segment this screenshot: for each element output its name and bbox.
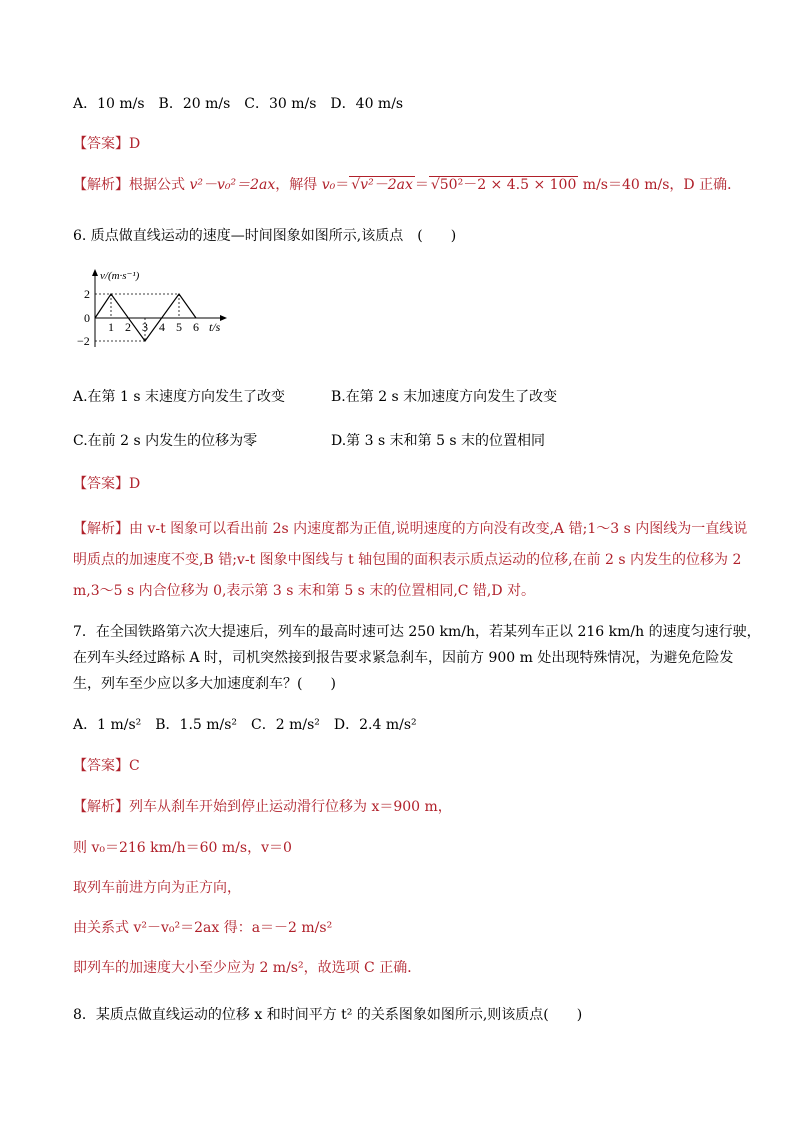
answer-tag: 【答案】 <box>73 136 129 152</box>
y-axis-arrow <box>92 269 98 276</box>
y-axis-label: v/(m·s⁻¹) <box>100 270 140 282</box>
x-tick-4: 4 <box>159 320 165 334</box>
formula: v²－v₀²＝2ax <box>189 177 276 193</box>
x-tick-5: 5 <box>176 320 182 334</box>
sqrt-expression-1: √v²－2ax <box>351 177 413 193</box>
sqrt-expression-2: √50²－2 × 4.5 × 100 <box>430 177 577 193</box>
x-tick-6: 6 <box>193 320 199 334</box>
radicand-2: 50²－2 × 4.5 × 100 <box>439 177 577 193</box>
equals: ＝ <box>335 177 350 193</box>
q5-options: A．10 m/s B．20 m/s C．30 m/s D．40 m/s <box>73 96 404 112</box>
q7-stem-line-3: 生，列车至少应以多大加速度刹车？( ) <box>73 676 336 692</box>
analysis-tag: 【解析】 <box>73 521 129 537</box>
answer-tag: 【答案】 <box>73 476 129 492</box>
radicand-1: v²－2ax <box>360 177 413 193</box>
x-tick-2: 2 <box>125 320 131 334</box>
q7-analysis-line-2: 则 v₀＝216 km/h＝60 m/s，v＝0 <box>73 840 292 856</box>
v0-symbol: v₀ <box>321 177 336 193</box>
x-axis-arrow <box>220 315 227 321</box>
q6-option-b: B.在第 2 s 末加速度方向发生了改变 <box>331 389 558 405</box>
answer-value: D <box>129 136 141 152</box>
q7-analysis-line-4: 由关系式 v²－v₀²＝2ax 得：a＝－2 m/s² <box>73 920 333 936</box>
x-axis-label: t/s <box>209 320 221 334</box>
q7-stem-line-2: 在列车头经过路标 A 时，司机突然接到报告要求紧急刹车，因前方 900 m 处出现特殊情况，为避免危险发 <box>73 650 734 666</box>
q7-stem-line-1: 7．在全国铁路第六次大提速后，列车的最高时速可达 250 km/h，若某列车正以 216 km/h 的速度匀速行驶， <box>73 624 761 640</box>
analysis-text: ，解得 <box>275 177 322 193</box>
analysis-text: 由 v-t 图象可以看出前 2s 内速度都为正值,说明速度的方向没有改变,A 错;1～3 s 内图线为一直线说 <box>129 521 748 537</box>
analysis-text: 根据公式 <box>129 177 190 193</box>
q7-analysis-line-1 <box>73 797 452 817</box>
q7-options: A．1 m/s² B．1.5 m/s² C．2 m/s² D．2.4 m/s² <box>73 717 417 733</box>
analysis-text: m/s＝40 m/s，D 正确． <box>578 177 742 193</box>
q7-analysis-line-3: 取列车前进方向为正方向， <box>73 880 241 896</box>
q6-option-a: A.在第 1 s 末速度方向发生了改变 <box>73 389 286 405</box>
q7-answer <box>73 756 140 776</box>
q8-stem: 8．某质点做直线运动的位移 x 和时间平方 t² 的关系图象如图所示,则该质点( ) <box>73 1007 583 1023</box>
analysis-tag: 【解析】 <box>73 177 129 193</box>
answer-tag: 【答案】 <box>73 758 129 774</box>
answer-value: C <box>129 758 140 774</box>
analysis-tag: 【解析】 <box>73 799 129 815</box>
q6-option-c: C.在前 2 s 内发生的位移为零 <box>73 433 258 449</box>
x-tick-1: 1 <box>108 320 114 334</box>
q6-analysis-line-3: m,3～5 s 内合位移为 0,表示第 3 s 末和第 5 s 末的位置相同,C 错,D 对。 <box>73 583 536 599</box>
y-tick-neg2: −2 <box>77 334 90 348</box>
vt-graph <box>72 265 242 355</box>
q6-analysis-line-2: 明质点的加速度不变,B 错;v-t 图象中图线与 t 轴包围的面积表示质点运动的位移,在前 2 s 内发生的位移为 2 <box>73 552 742 568</box>
q6-analysis-line-1 <box>73 519 747 539</box>
q6-stem: 6. 质点做直线运动的速度—时间图象如图所示,该质点 ( ) <box>73 228 457 244</box>
equals: ＝ <box>414 177 429 193</box>
q5-analysis <box>73 175 741 195</box>
q5-answer <box>73 134 140 154</box>
q6-option-d: D.第 3 s 末和第 5 s 末的位置相同 <box>331 433 546 449</box>
q7-analysis-line-5: 即列车的加速度大小至少应为 2 m/s²，故选项 C 正确． <box>73 960 422 976</box>
y-tick-0: 0 <box>84 311 90 325</box>
x-tick-3: 3 <box>142 320 148 334</box>
analysis-text: 列车从刹车开始到停止运动滑行位移为 x＝900 m， <box>129 799 452 815</box>
y-tick-2: 2 <box>84 287 90 301</box>
answer-value: D <box>129 476 141 492</box>
q6-answer <box>73 474 140 494</box>
